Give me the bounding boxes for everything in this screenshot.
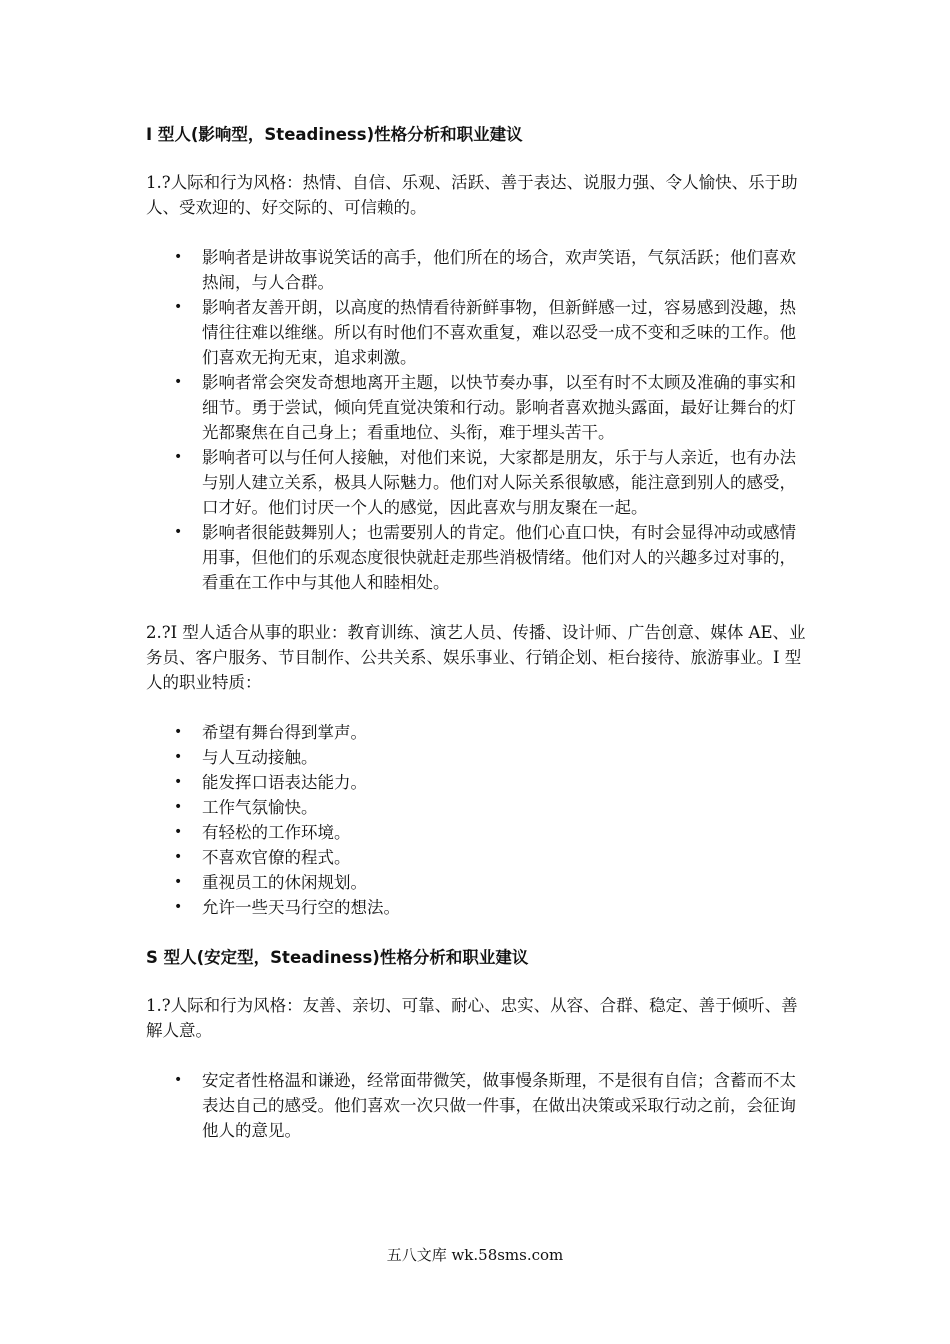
list-item: • 安定者性格温和谦逊，经常面带微笑，做事慢条斯理，不是很有自信；含蓄而不太表达自己的感受。他们喜欢一次只做一件事，在做出决策或采取行动之前，会征询他人的意见。 — [146, 1068, 812, 1143]
list-item: • 希望有舞台得到掌声。 — [146, 720, 812, 745]
section-i-traits-list — [146, 245, 812, 595]
bullet-icon: • — [174, 249, 183, 265]
bullet-icon: • — [174, 799, 183, 815]
section-i-interpersonal-style: 1.?人际和行为风格：热情、自信、乐观、活跃、善于表达、说服力强、令人愉快、乐于助人、受欢迎的、好交际的、可信赖的。 — [146, 173, 798, 217]
bullet-icon: • — [174, 874, 183, 890]
bullet-icon: • — [174, 374, 183, 390]
section-i-careers: 2.?I 型人适合从事的职业：教育训练、演艺人员、传播、设计师、广告创意、媒体 AE、业务员、客户服务、节目制作、公共关系、娱乐事业、行销企划、柜台接待、旅游事业。I 型人的职业特质： — [146, 623, 806, 692]
section-i-career-traits-list — [146, 720, 812, 920]
bullet-icon: • — [174, 749, 183, 765]
bullet-icon: • — [174, 1072, 183, 1088]
page-footer: 五八文库 wk.58sms.com — [386, 1246, 564, 1264]
list-item: • 重视员工的休闲规划。 — [146, 870, 812, 895]
list-item: • 工作气氛愉快。 — [146, 795, 812, 820]
list-item: • 影响者是讲故事说笑话的高手，他们所在的场合，欢声笑语，气氛活跃；他们喜欢热闹，与人合群。 — [146, 245, 812, 295]
section-s-heading: S 型人(安定型，Steadiness)性格分析和职业建议 — [146, 948, 529, 967]
list-item: • 影响者常会突发奇想地离开主题，以快节奏办事，以至有时不太顾及准确的事实和细节。勇于尝试，倾向凭直觉决策和行动。影响者喜欢抛头露面，最好让舞台的灯光都聚焦在自己身上；看重地位、头衔，难于埋头苦干。 — [146, 370, 812, 445]
bullet-icon: • — [174, 299, 183, 315]
bullet-icon: • — [174, 449, 183, 465]
document-content — [146, 122, 812, 1143]
list-item: • 影响者友善开朗，以高度的热情看待新鲜事物，但新鲜感一过，容易感到没趣，热情往往难以维继。所以有时他们不喜欢重复，难以忍受一成不变和乏味的工作。他们喜欢无拘无束，追求刺激。 — [146, 295, 812, 370]
list-item: • 能发挥口语表达能力。 — [146, 770, 812, 795]
list-item: • 不喜欢官僚的程式。 — [146, 845, 812, 870]
list-item: • 与人互动接触。 — [146, 745, 812, 770]
bullet-icon: • — [174, 849, 183, 865]
section-s-traits-list — [146, 1068, 812, 1143]
bullet-icon: • — [174, 824, 183, 840]
bullet-icon: • — [174, 524, 183, 540]
bullet-icon: • — [174, 724, 183, 740]
list-item: • 有轻松的工作环境。 — [146, 820, 812, 845]
bullet-icon: • — [174, 899, 183, 915]
list-item: • 影响者可以与任何人接触，对他们来说，大家都是朋友，乐于与人亲近，也有办法与别人建立关系，极具人际魅力。他们对人际关系很敏感，能注意到别人的感受，口才好。他们讨厌一个人的感觉，因此喜欢与朋友聚在一起。 — [146, 445, 812, 520]
section-s-interpersonal-style: 1.?人际和行为风格：友善、亲切、可靠、耐心、忠实、从容、合群、稳定、善于倾听、善解人意。 — [146, 996, 798, 1040]
section-i-heading: I 型人(影响型，Steadiness)性格分析和职业建议 — [146, 125, 523, 144]
bullet-icon: • — [174, 774, 183, 790]
list-item: • 允许一些天马行空的想法。 — [146, 895, 812, 920]
list-item: • 影响者很能鼓舞别人；也需要别人的肯定。他们心直口快，有时会显得冲动或感情用事，但他们的乐观态度很快就赶走那些消极情绪。他们对人的兴趣多过对事的，看重在工作中与其他人和睦相处。 — [146, 520, 812, 595]
